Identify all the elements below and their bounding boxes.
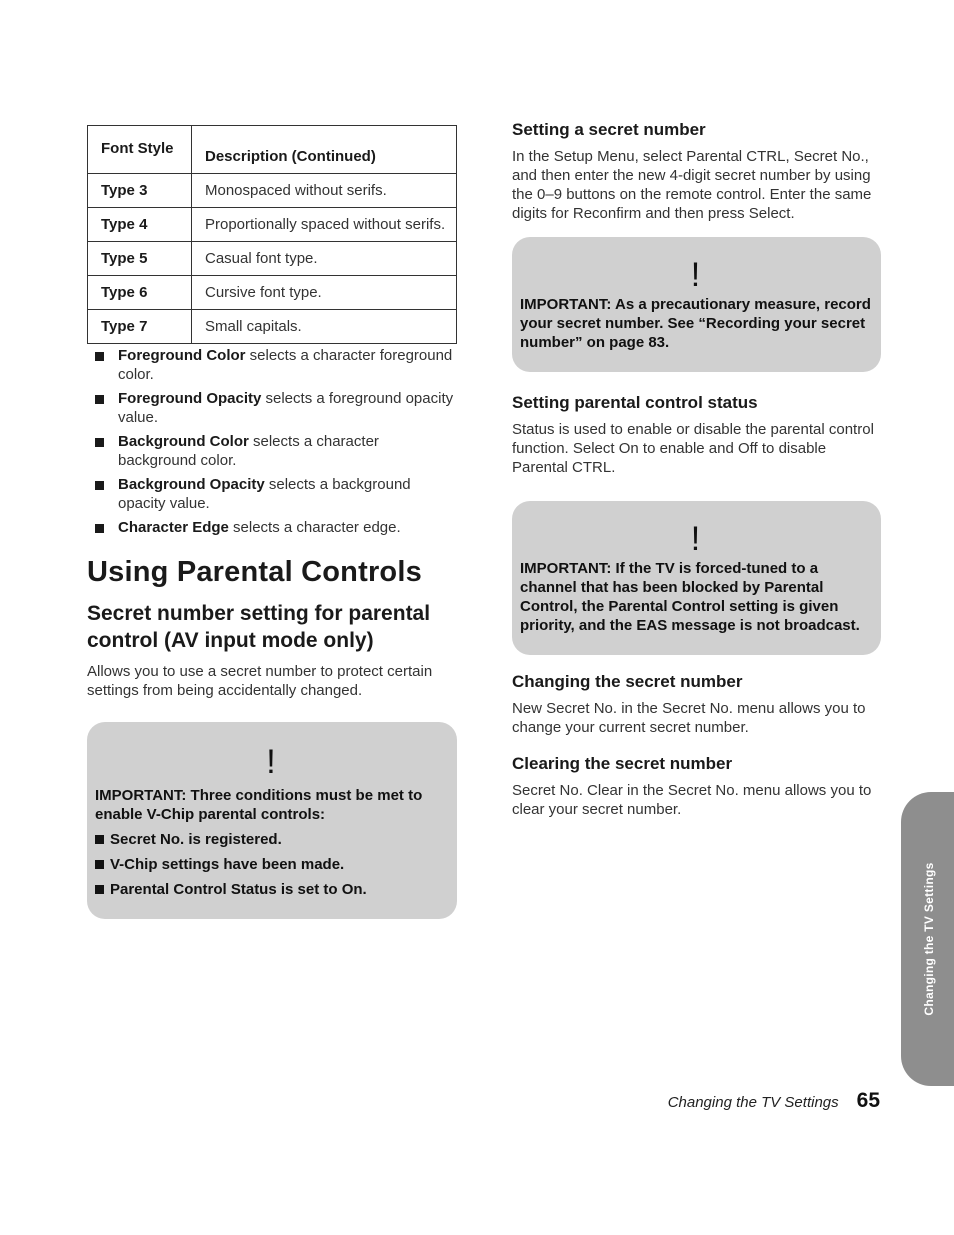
clearing-secret-number-heading: Clearing the secret number [512,754,733,773]
parental-status-body: Status is used to enable or disable the parental control function. Select On to enable and Off to disable Parental CTRL. [512,421,874,476]
bullet-square-icon [95,481,104,490]
intro-paragraph: Allows you to use a secret number to protect certain settings from being accidentally changed. [87,663,433,699]
table-cell-type: Type 6 [88,276,192,310]
exclamation-icon: ! [690,256,701,294]
table-header-row [88,126,457,174]
changing-secret-number-body: New Secret No. in the Secret No. menu allows you to change your current secret number. [512,700,866,736]
table-row [88,242,457,276]
list-item-term: Foreground Opacity [118,390,262,407]
bullet-square-icon [95,885,104,894]
page-number: 65 [856,1089,880,1112]
list-item [87,475,457,513]
table-cell-description: Cursive font type. [192,276,457,310]
table-header-description: Description (Continued) [192,126,457,174]
table-cell-type: Type 3 [88,174,192,208]
footer-chapter-title: Changing the TV Settings [667,1094,839,1111]
list-item-term: Foreground Color [118,347,246,364]
list-item [87,346,457,384]
table-cell-type: Type 4 [88,208,192,242]
page-footer [668,1089,880,1113]
note-text: IMPORTANT: Three conditions must be met to enable V-Chip parental controls: [95,787,423,823]
note-list-item [95,880,447,899]
setting-secret-number-body: In the Setup Menu, select Parental CTRL, Secret No., and then enter the new 4-digit secret number by using the 0–9 buttons on the remote control. Enter the same digits for Reconfirm and then press Select. [512,148,872,222]
list-item-text: selects a character edge. [228,519,401,536]
list-item-text: selects a character background color. [118,433,379,469]
subsection-heading: Secret number setting for parental control (AV input mode only) [87,602,431,652]
important-note-v-chip [87,722,457,919]
note-text: IMPORTANT: If the TV is forced-tuned to a channel that has been blocked by Parental Control, the Parental Control setting is given priority, and the EAS message is not broadcast. [520,560,860,634]
note-text: IMPORTANT: As a precautionary measure, record your secret number. See “Recording your secret number” on page 83. [520,296,871,351]
list-item-text: selects a character foreground color. [118,347,453,383]
table-cell-type: Type 5 [88,242,192,276]
table-row [88,208,457,242]
changing-secret-number-heading: Changing the secret number [512,672,743,691]
table-row [88,174,457,208]
bullet-square-icon [95,835,104,844]
bullet-square-icon [95,860,104,869]
note-item-text: Secret No. is registered. [110,831,282,848]
table-header-font-style: Font Style [88,126,192,174]
table-row [88,310,457,344]
important-note-forced-tuned [512,501,881,655]
bullet-square-icon [95,352,104,361]
list-item [87,432,457,470]
table-cell-description: Small capitals. [192,310,457,344]
table-cell-type: Type 7 [88,310,192,344]
note-item-text: V-Chip settings have been made. [110,856,345,873]
chapter-side-tab-label: Changing the TV Settings [922,862,936,1016]
list-item [87,389,457,427]
parental-status-heading: Setting parental control status [512,393,758,412]
important-note-record-number [512,237,881,372]
note-item-text: Parental Control Status is set to On. [110,881,367,898]
list-item-term: Background Color [118,433,249,450]
list-item-text: selects a background opacity value. [118,476,411,512]
bullet-square-icon [95,395,104,404]
right-column [512,119,881,819]
exclamation-icon: ! [266,743,276,781]
table-cell-description: Casual font type. [192,242,457,276]
list-item-term: Character Edge [118,519,229,536]
list-item-text: selects a foreground opacity value. [118,390,454,426]
caption-settings-list [87,346,457,537]
table-cell-description: Monospaced without serifs. [192,174,457,208]
section-heading: Using Parental Controls [87,556,422,588]
note-list-item [95,855,447,874]
table-cell-description: Proportionally spaced without serifs. [192,208,457,242]
font-style-table [87,125,457,344]
list-item [87,518,457,537]
clearing-secret-number-body: Secret No. Clear in the Secret No. menu allows you to clear your secret number. [512,782,872,818]
left-column [87,125,457,919]
exclamation-icon: ! [690,520,701,558]
bullet-square-icon [95,438,104,447]
setting-secret-number-heading: Setting a secret number [512,120,706,139]
table-row [88,276,457,310]
note-list-item [95,830,447,849]
bullet-square-icon [95,524,104,533]
list-item-term: Background Opacity [118,476,265,493]
